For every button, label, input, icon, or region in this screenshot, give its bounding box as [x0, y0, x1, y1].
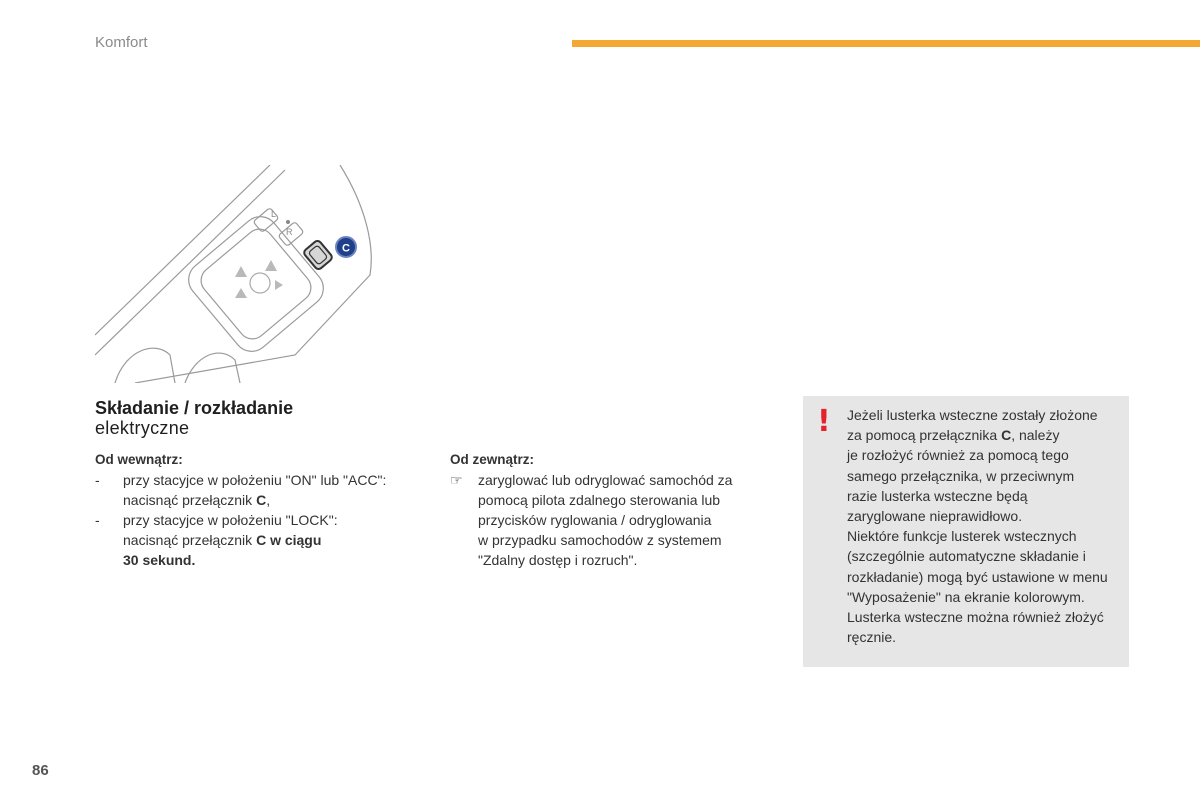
list-item-text: nacisnąć przełącznik [123, 492, 257, 508]
warning-line-part: , należy [1011, 427, 1060, 444]
list-item [450, 470, 770, 570]
switch-reference: C w ciągu [256, 532, 322, 548]
switch-letter-r: R [286, 227, 293, 237]
warning-line [847, 425, 1123, 445]
warning-line: Lusterka wsteczne można również złożyć [847, 609, 1104, 626]
warning-line: zaryglowane nieprawidłowo. [847, 508, 1023, 525]
warning-line: Jeżeli lusterka wsteczne zostały złożone [847, 407, 1098, 423]
list-item-text: przy stacyjce w położeniu "ON" lub "ACC": [123, 472, 387, 488]
callout-c-label: C [342, 242, 350, 255]
list-item-text: przycisków ryglowania / odryglowania [478, 512, 712, 528]
section-heading [95, 398, 293, 438]
list-dash: - [95, 512, 100, 528]
mirror-fold-switch [303, 239, 334, 270]
warning-box [803, 396, 1129, 667]
header-accent-bar [572, 40, 1200, 47]
section-title: Komfort [95, 34, 148, 51]
switch-reference: C [1001, 427, 1012, 444]
warning-line: "Wyposażenie" na ekranie kolorowym. [847, 588, 1085, 605]
list-item [95, 510, 435, 570]
section-heading-line1: Składanie / rozkładanie [95, 398, 294, 418]
section-heading-line2: elektryczne [95, 418, 190, 438]
list-item-text: pomocą pilota zdalnego sterowania lub [478, 492, 721, 508]
time-limit: 30 sekund. [123, 552, 196, 568]
inside-instructions [95, 450, 435, 570]
warning-line: je rozłożyć również za pomocą tego [847, 447, 1069, 464]
list-item-text: nacisnąć przełącznik [123, 532, 257, 548]
list-item-text: w przypadku samochodów z systemem [478, 532, 722, 548]
page-number: 86 [32, 762, 49, 779]
outside-instructions [450, 450, 770, 570]
inside-heading: Od wewnątrz: [95, 452, 183, 467]
pointing-hand-icon: ☞ [450, 472, 463, 488]
mirror-control-illustration [95, 165, 380, 383]
warning-line: (szczególnie automatyczne składanie i [847, 548, 1086, 565]
warning-line: Niektóre funkcje lusterek wstecznych [847, 528, 1077, 545]
switch-letter-l: L [271, 209, 277, 219]
list-item-text: , [266, 492, 271, 508]
switch-reference: C [256, 492, 267, 508]
warning-line-part: za pomocą przełącznika [847, 427, 1002, 444]
list-item-text: "Zdalny dostęp i rozruch". [478, 552, 638, 568]
list-item [95, 470, 435, 510]
warning-line: rozkładanie) mogą być ustawione w menu [847, 568, 1108, 585]
warning-text [847, 405, 1123, 647]
list-item-text: przy stacyjce w położeniu "LOCK": [123, 512, 338, 528]
warning-line: razie lusterka wsteczne będą [847, 487, 1028, 504]
list-dash: - [95, 472, 100, 488]
outside-heading: Od zewnątrz: [450, 452, 535, 467]
warning-line: samego przełącznika, w przeciwnym [847, 467, 1075, 484]
warning-line: ręcznie. [847, 629, 897, 646]
list-item-text: zaryglować lub odryglować samochód za [478, 472, 733, 488]
warning-exclamation-icon: ! [817, 404, 831, 439]
